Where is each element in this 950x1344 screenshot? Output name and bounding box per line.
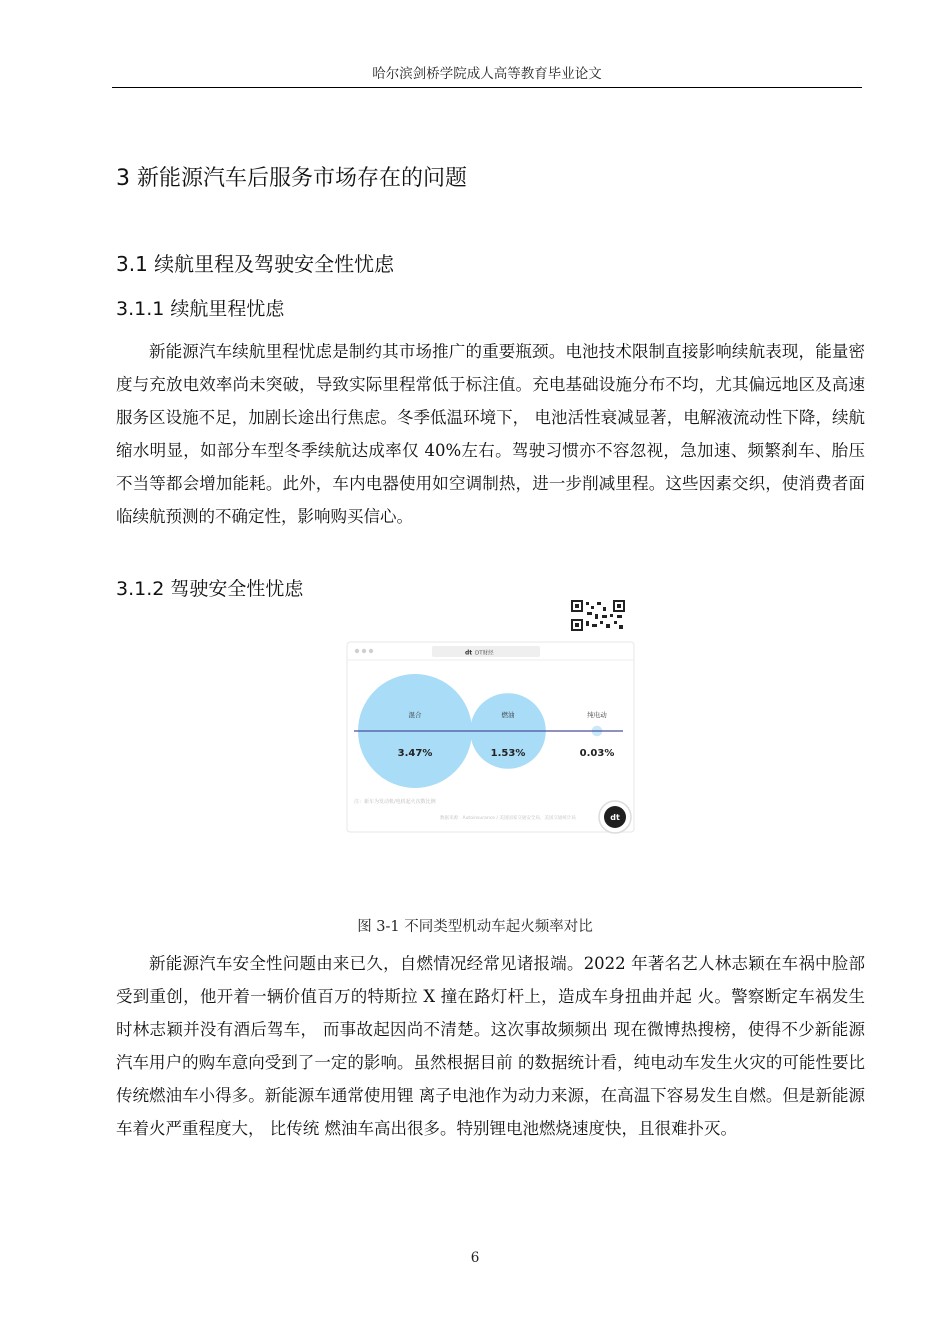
qr-code-icon — [571, 600, 627, 633]
page-header: 哈尔滨剑桥学院成人高等教育毕业论文 — [372, 66, 602, 82]
window-dot-icon — [355, 649, 359, 653]
fire-frequency-chart — [327, 597, 639, 843]
figure-fire-frequency — [327, 597, 639, 843]
window-logo-text: dt — [465, 649, 473, 657]
value-label-0: 3.47% — [397, 748, 433, 759]
range-anxiety-paragraph: 新能源汽车续航里程忧虑是制约其市场推广的重要瓶颈。电池技术限制直接影响续航表现，能量密度与充放电效率尚未突破，导致实际里程常低于标注值。充电基础设施分布不均，尤其偏远地区及高速服务区设施不足，加剧长途出行焦虑。冬季低温环境下， 电池活性衰减显著，电解液流动性下降，续航缩水明显，如部分车型冬季续航达成率仅 40%左右。驾驶习惯亦不容忽视，急加速、频繁刹车、胎压不当等都会增加能耗。此外，车内电器使用如空调制热，进一步削减里程。这些因素交织，使消费者面临续航预测的不确定性，影响购买信心。 — [116, 342, 865, 526]
category-label-1: 燃油 — [501, 711, 515, 719]
window-dot-icon — [369, 649, 373, 653]
page-number: 6 — [470, 1250, 480, 1266]
dt-logo-text: dt — [610, 813, 620, 822]
value-label-1: 1.53% — [490, 748, 526, 759]
chapter-heading: 3 新能源汽车后服务市场存在的问题 — [116, 166, 467, 191]
section-heading: 3.1 续航里程及驾驶安全性忧虑 — [116, 252, 395, 276]
header-rule — [112, 87, 862, 88]
figure-footnote: 注：新车为发动机/电机起火次数比例 — [354, 799, 436, 805]
category-label-0: 混合 — [408, 711, 422, 719]
category-label-2: 纯电动 — [587, 711, 607, 719]
value-label-2: 0.03% — [579, 748, 615, 759]
window-dot-icon — [362, 649, 366, 653]
figure-caption: 图 3-1 不同类型机动车起火频率对比 — [357, 919, 593, 935]
figure-source: 数据来源：Autoinsurance / 美国国家交通安全局，美国交通统计局 — [440, 816, 576, 821]
subsection-heading-safety: 3.1.2 驾驶安全性忧虑 — [116, 578, 304, 600]
safety-paragraph: 新能源汽车安全性问题由来已久，自燃情况经常见诸报端。2022 年著名艺人林志颖在车祸中脸部受到重创，他开着一辆价值百万的特斯拉 X 撞在路灯杆上，造成车身扭曲并起 火。警察断定车祸发生时林志颖并没有酒后驾车， 而事故起因尚不清楚。这次事故频频出 现在微博热搜榜，使得不少新能源汽车用户的购车意向受到了一定的影响。虽然根据目前 的数据统计看，纯电动车发生火灾的可能性要比传统燃油车小得多。新能源车通常使用锂 离子电池作为动力来源，在高温下容易发生自燃。但是新能源车着火严重程度大， 比传统 燃油车高出很多。特别锂电池燃烧速度快，且很难扑灭。 — [116, 954, 865, 1138]
window-title-text: DT财经 — [475, 650, 494, 657]
subsection-heading-range: 3.1.1 续航里程忧虑 — [116, 298, 285, 320]
